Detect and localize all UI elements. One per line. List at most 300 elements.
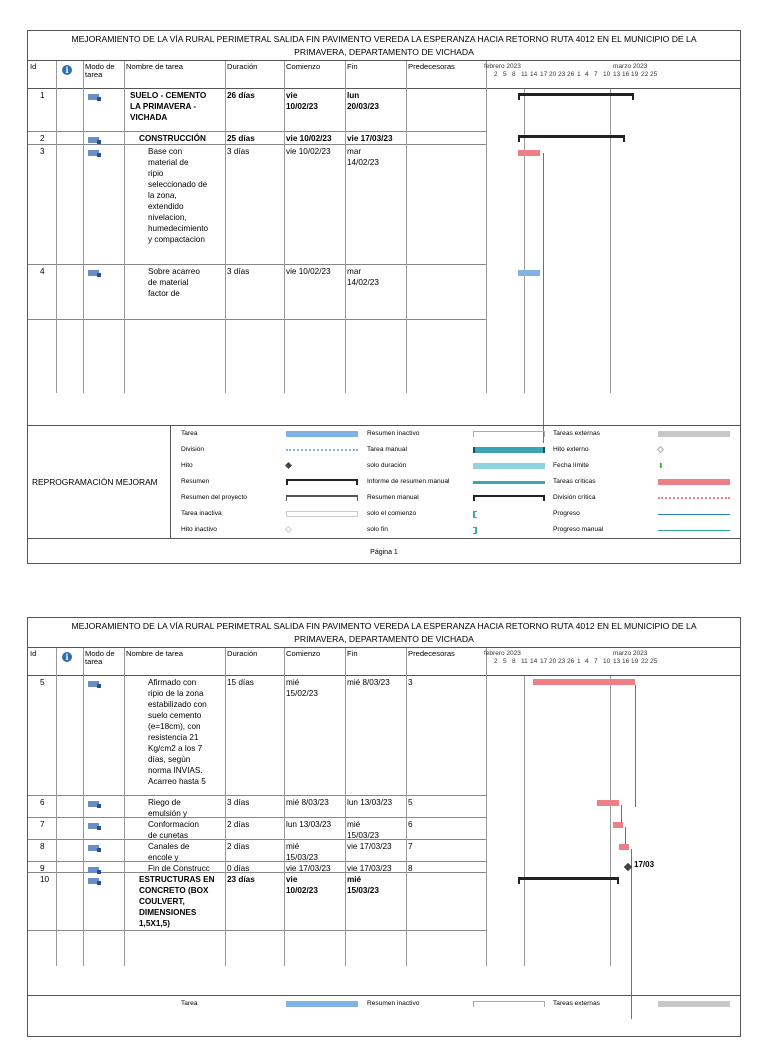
legend-label: Fecha límite: [553, 462, 589, 469]
task-finish-line: mié: [347, 820, 361, 829]
legend-swatch-deadline: ⬇: [658, 463, 664, 470]
column-divider: [406, 61, 407, 393]
timeline-month-feb: febrero 2023: [484, 63, 521, 70]
task-finish-line: 14/02/23: [347, 278, 379, 287]
legend-label: Hito externo: [553, 446, 589, 453]
critical-task-bar[interactable]: [597, 800, 619, 806]
task-name-line: estabilizado con: [148, 700, 207, 709]
task-duration[interactable]: 2 días: [227, 842, 250, 851]
timeline-scale: [484, 648, 740, 676]
task-predecessors[interactable]: 3: [408, 678, 413, 687]
task-rows: [28, 676, 487, 931]
task-finish-line: 14/02/23: [347, 158, 379, 167]
column-divider: [124, 61, 125, 393]
column-divider: [225, 648, 226, 966]
task-name-line: ESTRUCTURAS EN: [139, 875, 215, 884]
timeline-day-label: 1: [577, 658, 581, 665]
legend-swatch-milestone: [285, 462, 292, 469]
timeline-day-label: 13: [613, 71, 621, 78]
task-finish[interactable]: [347, 819, 379, 841]
task-name-line: la zona,: [148, 191, 177, 200]
legend-label: Progreso: [553, 510, 580, 517]
column-divider: [83, 648, 84, 966]
legend-swatch-inactive-ms: [285, 526, 292, 533]
auto-schedule-icon: [88, 821, 99, 832]
dependency-arrow-4[interactable]: [631, 849, 632, 1019]
auto-schedule-icon: [88, 843, 99, 854]
task-start-line: vie 10/02/23: [286, 267, 331, 276]
timeline-day-label: 22: [641, 71, 649, 78]
column-divider: [225, 61, 226, 393]
info-icon: i: [62, 65, 72, 75]
legend-swatch-summary: [286, 479, 358, 485]
task-name-line: Kg/cm2 a los 7: [148, 744, 203, 753]
column-header-row: [28, 61, 487, 89]
task-predecessors[interactable]: 7: [408, 842, 413, 851]
legend-label: Tarea manual: [367, 446, 407, 453]
table-chart-divider: [486, 648, 487, 966]
task-finish-line: vie 17/03/23: [347, 134, 393, 143]
column-header-row: [28, 648, 487, 676]
col-mode[interactable]: Modo de tarea: [85, 649, 115, 666]
task-finish-line: lun: [347, 91, 360, 100]
task-start-line: lun 13/03/23: [286, 820, 332, 829]
timeline-day-label: 7: [594, 658, 598, 665]
row-id: 5: [40, 678, 45, 687]
summary-bar-end-cap[interactable]: [623, 135, 625, 142]
task-name-line: nivelacion,: [148, 213, 187, 222]
task-name-line: (e=18cm), con: [148, 722, 201, 731]
col-mode[interactable]: Modo de tarea: [85, 62, 115, 79]
summary-bar[interactable]: [518, 93, 635, 96]
task-start-line: vie: [286, 91, 298, 100]
col-start[interactable]: Comienzo: [286, 649, 321, 658]
task-finish-line: mar: [347, 147, 362, 156]
auto-schedule-icon: [88, 799, 99, 810]
task-name[interactable]: [139, 133, 226, 144]
page-number: Página 1: [370, 549, 398, 556]
timeline-day-label: 14: [530, 658, 538, 665]
task-start[interactable]: [286, 90, 318, 112]
task-name[interactable]: [148, 266, 226, 299]
auto-schedule-icon: [88, 148, 99, 159]
info-icon: i: [62, 652, 72, 662]
auto-schedule-icon: [88, 92, 99, 103]
header-line-2: PRIMAVERA, DEPARTAMENTO DE VICHADA: [294, 46, 474, 57]
legend-label: solo fin: [367, 526, 388, 533]
table-row[interactable]: [28, 862, 487, 873]
task-name-line: suelo cemento: [148, 711, 202, 720]
task-start[interactable]: [286, 146, 331, 157]
legend-swatch-critical: [658, 479, 730, 485]
legend-swatch-end: [473, 527, 477, 534]
task-start[interactable]: [286, 819, 331, 830]
task-start-line: vie: [286, 875, 298, 884]
timeline-day-label: 5: [503, 658, 507, 665]
timeline-day-label: 26: [567, 71, 575, 78]
task-duration[interactable]: 15 días: [227, 678, 254, 687]
task-start[interactable]: [286, 677, 318, 699]
legend-label: División: [181, 446, 205, 453]
legend-swatch-task: [286, 1001, 358, 1007]
header-line-1: MEJORAMIENTO DE LA VÍA RURAL PERIMETRAL SALIDA FIN PAVIMENTO VEREDA LA ESPERANZA HACIA RETORNO RUTA 4012 EN EL MUNICIPIO DE LA: [71, 34, 697, 44]
col-finish[interactable]: Fin: [347, 649, 358, 658]
column-divider: [406, 648, 407, 966]
task-rows: [28, 89, 487, 320]
timeline-day-label: 2: [494, 71, 498, 78]
timeline-day-label: 8: [512, 658, 516, 665]
gantt-page-1: [27, 30, 741, 564]
legend: [28, 995, 740, 1055]
column-divider: [56, 648, 57, 966]
timeline-day-label: 19: [631, 71, 639, 78]
table-chart-divider: [486, 61, 487, 393]
timeline-day-label: 17: [540, 71, 548, 78]
dependency-arrow-1[interactable]: [635, 685, 636, 807]
project-name: REPROGRAMACIÓN MEJORAM: [28, 426, 171, 538]
timeline-day-label: 7: [594, 71, 598, 78]
task-start-line: vie 10/02/23: [286, 134, 332, 143]
legend-swatch-manual-rep: [473, 481, 545, 484]
row-id: 3: [40, 147, 45, 156]
legend-label: Hito: [181, 462, 193, 469]
task-name[interactable]: [148, 819, 226, 841]
task-finish-line: vie 17/03/23: [347, 864, 392, 873]
task-name-line: ripio: [148, 169, 164, 178]
timeline-day-label: 10: [603, 658, 611, 665]
task-table: [28, 61, 487, 320]
critical-task-bar[interactable]: [518, 150, 540, 156]
task-duration[interactable]: 3 días: [227, 267, 250, 276]
task-name[interactable]: [148, 841, 226, 863]
week-gridline: [610, 676, 611, 966]
table-row[interactable]: [28, 873, 487, 931]
task-name-line: COULVERT,: [139, 897, 185, 906]
task-finish[interactable]: [347, 841, 392, 852]
col-predecessors[interactable]: Predecesoras: [408, 62, 455, 71]
legend-label: Resumen manual: [367, 494, 419, 501]
task-name-line: factor de: [148, 289, 180, 298]
col-id[interactable]: Id: [30, 62, 37, 71]
summary-bar-start-cap[interactable]: [518, 93, 520, 100]
col-finish[interactable]: Fin: [347, 62, 358, 71]
summary-bar-start-cap[interactable]: [518, 135, 520, 142]
task-bar[interactable]: [518, 270, 540, 276]
legend-swatch-start: [473, 511, 477, 518]
timeline-day-label: 8: [512, 71, 516, 78]
legend-swatch-inactive-sum: [473, 431, 545, 437]
task-predecessors[interactable]: 6: [408, 820, 413, 829]
row-id: 1: [40, 91, 45, 100]
page-header: [28, 618, 740, 648]
table-row[interactable]: [28, 89, 487, 132]
task-name[interactable]: [139, 874, 226, 929]
week-gridline: [524, 676, 525, 966]
legend-label: Resumen del proyecto: [181, 494, 247, 501]
timeline-day-label: 17: [540, 658, 548, 665]
gantt-chart: [484, 61, 740, 89]
task-name-line: VICHADA: [130, 113, 168, 122]
legend-swatch-task: [286, 431, 358, 437]
critical-task-bar[interactable]: [613, 822, 623, 828]
legend: [28, 425, 740, 539]
timeline-day-label: 4: [585, 658, 589, 665]
task-name-line: norma INVIAS.: [148, 766, 203, 775]
timeline-day-label: 14: [530, 71, 538, 78]
task-finish[interactable]: [347, 146, 379, 168]
table-row[interactable]: [28, 145, 487, 265]
task-start-line: 15/03/23: [286, 853, 318, 862]
task-name-line: encole y: [148, 853, 179, 862]
task-name-line: SUELO - CEMENTO: [130, 91, 207, 100]
timeline-day-label: 4: [585, 71, 589, 78]
timeline-day-label: 26: [567, 658, 575, 665]
task-name-line: y compactacion: [148, 235, 205, 244]
task-table: [28, 648, 487, 931]
column-divider: [284, 61, 285, 393]
task-duration[interactable]: 2 días: [227, 820, 250, 829]
table-row[interactable]: [28, 796, 487, 818]
task-finish[interactable]: [347, 797, 392, 808]
legend-swatch-crit-split: [658, 497, 730, 499]
task-finish-line: 15/03/23: [347, 886, 379, 895]
task-name-line: CONCRETO (BOX: [139, 886, 209, 895]
legend-label: Tarea: [181, 430, 198, 437]
timeline-day-label: 22: [641, 658, 649, 665]
legend-label: Tareas críticas: [553, 478, 596, 485]
task-duration[interactable]: 0 días: [227, 864, 250, 873]
task-finish-line: 15/03/23: [347, 831, 379, 840]
task-finish[interactable]: [347, 266, 379, 288]
task-start-line: mié 8/03/23: [286, 798, 329, 807]
task-name-line: días, según: [148, 755, 191, 764]
timeline-month-mar: marzo 2023: [613, 63, 648, 70]
legend-swatch-man-progress: [658, 530, 730, 531]
legend-swatch-external: [658, 431, 730, 437]
task-name-line: de cunetas: [148, 831, 189, 840]
timeline-day-label: 25: [650, 658, 658, 665]
summary-bar-start-cap[interactable]: [518, 877, 520, 884]
milestone-label: 17/03: [634, 860, 655, 869]
task-name-line: humedecimiento: [148, 224, 209, 233]
task-duration[interactable]: 26 días: [227, 91, 255, 100]
task-start-line: 10/02/23: [286, 886, 318, 895]
task-duration[interactable]: 25 días: [227, 134, 255, 143]
page-header: [28, 31, 740, 61]
column-divider: [56, 61, 57, 393]
row-id: 2: [40, 134, 45, 143]
auto-schedule-icon: [88, 268, 99, 279]
task-predecessors[interactable]: 5: [408, 798, 413, 807]
legend-label: Tareas externas: [553, 430, 600, 437]
task-name-line: Riego de: [148, 798, 181, 807]
timeline-day-label: 23: [558, 658, 566, 665]
task-start-line: mié: [286, 678, 300, 687]
table-row[interactable]: [28, 676, 487, 796]
legend-swatch-project: [286, 495, 358, 501]
gantt-page-2: [27, 617, 741, 1037]
legend-swatch-dur: [473, 463, 545, 469]
col-name[interactable]: Nombre de tarea: [126, 649, 183, 658]
task-start-line: vie 10/02/23: [286, 147, 331, 156]
timeline-month-mar: marzo 2023: [613, 650, 648, 657]
row-id: 6: [40, 798, 45, 807]
task-finish[interactable]: [347, 133, 393, 144]
timeline-day-label: 2: [494, 658, 498, 665]
table-row[interactable]: [28, 132, 487, 145]
task-name-line: LA PRIMAVERA -: [130, 102, 197, 111]
task-duration[interactable]: 3 días: [227, 147, 250, 156]
timeline-day-label: 11: [521, 71, 528, 78]
task-start[interactable]: [286, 874, 318, 896]
critical-task-bar[interactable]: [619, 844, 629, 850]
timeline-day-label: 20: [549, 658, 557, 665]
header-line-1: MEJORAMIENTO DE LA VÍA RURAL PERIMETRAL SALIDA FIN PAVIMENTO VEREDA LA ESPERANZA HACIA RETORNO RUTA 4012 EN EL MUNICIPIO DE LA: [71, 621, 697, 631]
timeline-day-label: 13: [613, 658, 621, 665]
table-row[interactable]: [28, 840, 487, 862]
task-name-line: Sobre acarreo: [148, 267, 200, 276]
gantt-chart: [484, 648, 740, 869]
column-divider: [124, 648, 125, 966]
col-id[interactable]: Id: [30, 649, 37, 658]
task-finish-line: mié: [347, 875, 362, 884]
task-name-line: Afirmado con: [148, 678, 197, 687]
task-duration[interactable]: 23 días: [227, 875, 255, 884]
auto-schedule-icon: [88, 876, 99, 887]
column-divider: [345, 648, 346, 966]
legend-label: Tarea inactiva: [181, 510, 222, 517]
task-start-line: vie 17/03/23: [286, 864, 331, 873]
task-start-line: 10/02/23: [286, 102, 318, 111]
legend-label: Resumen inactivo: [367, 430, 420, 437]
task-name-line: resistencia 21: [148, 733, 199, 742]
row-id: 8: [40, 842, 45, 851]
summary-bar[interactable]: [518, 135, 625, 138]
auto-schedule-icon: [88, 679, 99, 690]
col-duration[interactable]: Duración: [227, 649, 258, 658]
timeline-day-label: 5: [503, 71, 507, 78]
legend-label: Tarea: [181, 1000, 198, 1007]
task-name[interactable]: [130, 90, 226, 123]
task-name-line: seleccionado de: [148, 180, 208, 189]
timeline-day-label: 20: [549, 71, 557, 78]
task-start[interactable]: [286, 841, 318, 863]
dependency-line[interactable]: [543, 153, 544, 443]
legend-label: Tareas externas: [553, 1000, 600, 1007]
legend-swatch-external: [658, 1001, 730, 1007]
legend-label: solo el comienzo: [367, 510, 417, 517]
legend-swatch-inactive-sum: [473, 1001, 545, 1007]
task-name-line: extendido: [148, 202, 184, 211]
row-id: 10: [40, 875, 50, 884]
task-finish[interactable]: [347, 874, 379, 896]
timeline-day-label: 16: [622, 71, 630, 78]
timeline-day-label: 1: [577, 71, 581, 78]
task-finish[interactable]: [347, 677, 390, 688]
task-start[interactable]: [286, 266, 331, 277]
critical-task-bar[interactable]: [533, 679, 635, 685]
header-line-2: PRIMAVERA, DEPARTAMENTO DE VICHADA: [294, 633, 474, 644]
task-name-line: DIMENSIONES: [139, 908, 197, 917]
column-divider: [83, 61, 84, 393]
timeline-day-label: 19: [631, 658, 639, 665]
col-start[interactable]: Comienzo: [286, 62, 321, 71]
task-start-line: mié: [286, 842, 300, 851]
task-finish-line: mié 8/03/23: [347, 678, 390, 687]
row-id: 9: [40, 864, 45, 873]
task-start-line: 15/02/23: [286, 689, 318, 698]
task-duration[interactable]: 3 días: [227, 798, 250, 807]
task-name-line: Acarreo hasta 5: [148, 777, 206, 786]
task-finish-line: vie 17/03/23: [347, 842, 392, 851]
task-finish[interactable]: [347, 90, 379, 112]
task-start[interactable]: [286, 797, 329, 808]
summary-bar[interactable]: [518, 877, 619, 880]
timeline-day-label: 16: [622, 658, 630, 665]
legend-label: Progreso manual: [553, 526, 604, 533]
timeline-day-label: 11: [521, 658, 528, 665]
legend-swatch-manual-sum: [473, 495, 545, 501]
col-name[interactable]: Nombre de tarea: [126, 62, 183, 71]
row-id: 7: [40, 820, 45, 829]
task-name-line: Conformacion: [148, 820, 199, 829]
task-name-line: ripio de la zona: [148, 689, 204, 698]
row-id: 4: [40, 267, 45, 276]
column-divider: [284, 648, 285, 966]
task-name[interactable]: [148, 146, 226, 245]
timeline-month-feb: febrero 2023: [484, 650, 521, 657]
legend-label: Hito inactivo: [181, 526, 217, 533]
task-name-line: Canales de: [148, 842, 190, 851]
summary-bar-end-cap[interactable]: [632, 93, 634, 100]
legend-label: Resumen inactivo: [367, 1000, 420, 1007]
task-predecessors[interactable]: 8: [408, 864, 413, 873]
task-name-line: Fin de Construcc: [148, 864, 210, 873]
legend-swatch-ext-ms: [657, 446, 664, 453]
task-name-line: material de: [148, 158, 189, 167]
task-finish-line: 20/03/23: [347, 102, 379, 111]
task-name-line: 1,5X1,5): [139, 919, 170, 928]
timeline-scale: [484, 61, 740, 89]
task-name-line: de material: [148, 278, 189, 287]
table-row[interactable]: [28, 818, 487, 840]
task-name-line: CONSTRUCCIÓN: [139, 134, 206, 143]
timeline-day-label: 23: [558, 71, 566, 78]
summary-bar-end-cap[interactable]: [617, 877, 619, 884]
legend-label: Resumen: [181, 478, 210, 485]
timeline-day-label: 10: [603, 71, 611, 78]
task-name[interactable]: [148, 677, 226, 787]
col-duration[interactable]: Duración: [227, 62, 258, 71]
column-divider: [345, 61, 346, 393]
timeline-day-label: 25: [650, 71, 658, 78]
legend-label: solo duración: [367, 462, 407, 469]
task-start[interactable]: [286, 133, 332, 144]
legend-label: División crítica: [553, 494, 596, 501]
task-finish-line: lun 13/03/23: [347, 798, 393, 807]
task-name[interactable]: [148, 797, 226, 819]
legend-swatch-inactive: [286, 511, 358, 517]
legend-label: Informe de resumen manual: [367, 478, 450, 485]
task-name-line: emulsión y: [148, 809, 188, 818]
legend-swatch-split: [286, 449, 358, 451]
table-row[interactable]: [28, 265, 487, 320]
legend-swatch-progress: [658, 514, 730, 515]
legend-swatch-manual: [473, 447, 545, 453]
task-name-line: Base con: [148, 147, 183, 156]
col-predecessors[interactable]: Predecesoras: [408, 649, 455, 658]
task-finish-line: mar: [347, 267, 362, 276]
